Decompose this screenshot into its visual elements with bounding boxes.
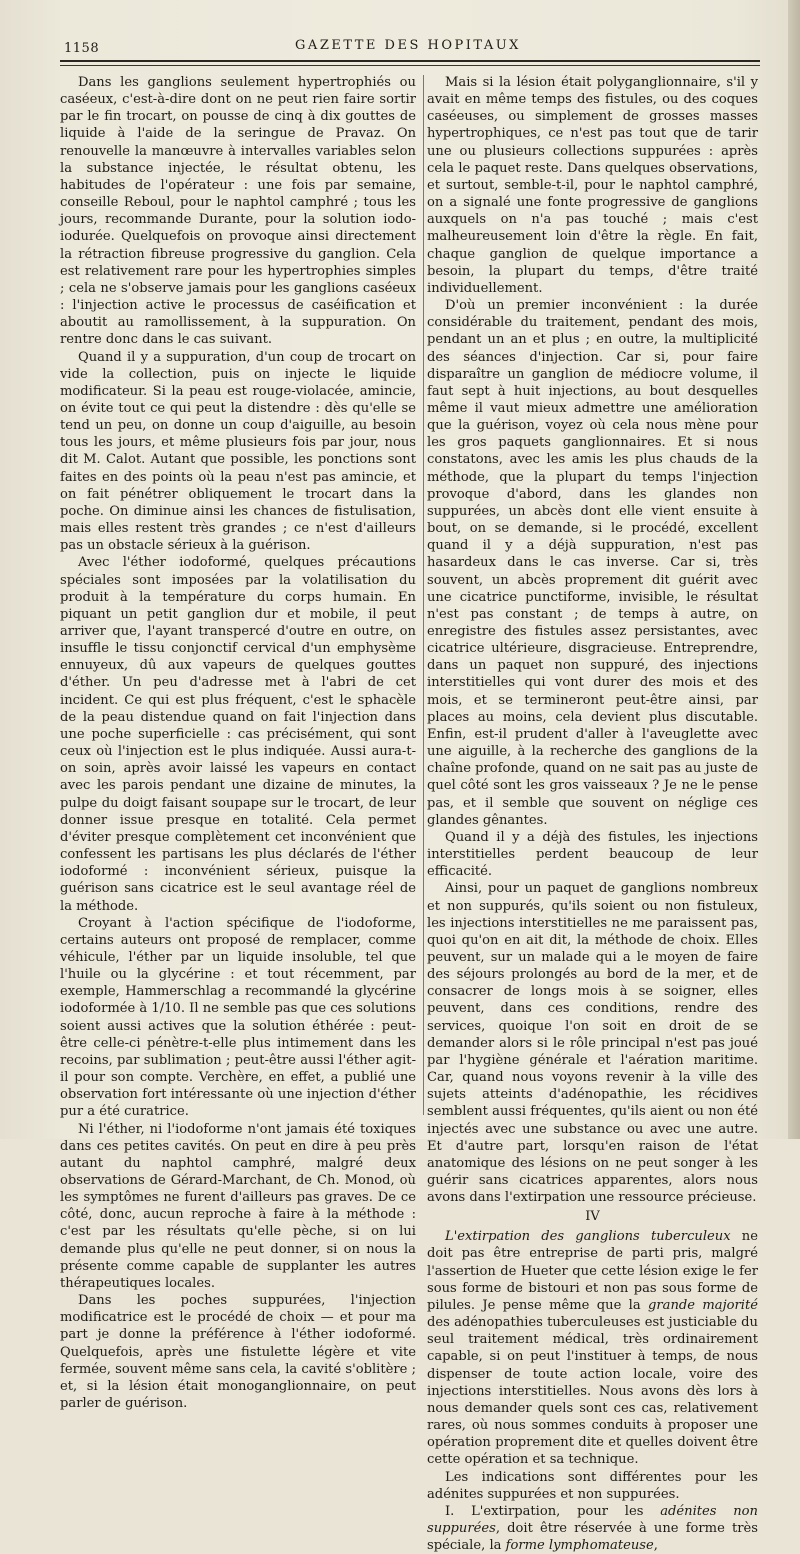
text-run: I. L'extirpation, pour les: [445, 1503, 661, 1519]
paragraph: Avec l'éther iodoformé, quelques précautions spéciales sont imposées par la volatilisation du produit à la température du corps humain. En piquant un petit ganglion dur et mobile, il peut arriver que, l'ayant transpercé d'outre en outre, on insuffle le tissu conjonctif cervical d'un emphysème ennuyeux, dû aux vapeurs de quelques gouttes d'éther. Un peu d'adresse met à l'abri de cet incident. Ce qui est plus fréquent, c'est le sphacèle de la peau distendue quand on fait l'injection dans une poche superficielle : cas précisément, qui sont ceux où l'injection est le plus indiquée. Aussi aura-t-on soin, après avoir laissé les vapeurs en contact avec les parois pendant une dizaine de minutes, la pulpe du doigt faisant soupape sur le trocart, de leur donner issue presque en totalité. Cela permet d'éviter presque complètement cet inconvénient que confessent les partisans les plus déclarés de l'éther iodoformé : inconvénient sérieux, puisque la guérison sans cicatrice est le seul avantage réel de la méthode.: [60, 555, 416, 914]
paragraph: Mais si la lésion était polyganglionnaire, s'il y avait en même temps des fistules, ou des coques caséeuses, ou simplement de grosses masses hypertrophiques, ce n'est pas tout que de tarir une ou plusieurs collections suppurées : après cela le paquet reste. Dans quelques observations, et surtout, semble-t-il, pour le naphtol camphré, on a signalé une fonte progressive de ganglions auxquels on n'a pas touché ; mais c'est malheureusement loin d'être la règle. En fait, chaque ganglion de quelque importance a besoin, la plupart du temps, d'être traité individuellement.: [427, 75, 758, 296]
paragraph: Quand il y a suppuration, d'un coup de trocart on vide la collection, puis on injecte le liquide modificateur. Si la peau est rouge-violacée, amincie, on évite tout ce qui peut la distendre : dès qu'elle se tend un peu, on donne un coup d'aiguille, au besoin tous les jours, et même plusieurs fois par jour, nous dit M. Calot. Autant que possible, les ponctions sont faites en des points où la peau n'est pas amincie, et on fait pénétrer obliquement le trocart dans la poche. On diminue ainsi les chances de fistulisation, mais elles restent très grandes ; ce n'est d'ailleurs pas un obstacle sérieux à la guérison.: [60, 349, 416, 554]
paragraph: Dans les ganglions seulement hypertrophiés ou caséeux, c'est-à-dire dont on ne peut rien faire sortir par le fin trocart, on pousse de cinq à dix gouttes de liquide à l'aide de la seringue de Pravaz. On renouvelle la manœuvre à intervalles variables selon la substance injectée, le résultat obtenu, les habitudes de l'opérateur : une fois par semaine, conseille Reboul, pour le naphtol camphré ; tous les jours, recommande Durante, pour la solution iodo-iodurée. Quelquefois on provoque ainsi directement la rétraction fibreuse progressive du ganglion. Cela est relativement rare pour les hypertrophies simples ; cela ne s'observe jamais pour les ganglions caséeux : l'injection active le processus de caséification et aboutit au ramollissement, à la suppuration. On rentre donc dans le cas suivant.: [60, 75, 416, 348]
paragraph: D'où un premier inconvénient : la durée considérable du traitement, pendant des mois, pendant un an et plus ; en outre, la multiplicité des séances d'injection. Car si, pour faire disparaître un ganglion de médiocre volume, il faut sept à huit injections, au bout desquelles même il vaut mieux admettre une amélioration que la guérison, voyez où cela nous mène pour les gros paquets ganglionnaires. Et si nous constatons, avec les amis les plus chauds de la méthode, que la plupart du temps l'injection provoque d'abord, dans les glandes non suppurées, un abcès dont elle vient ensuite à bout, on se demande, si le procédé, excellent quand il y a déjà suppuration, n'est pas hasardeux dans le cas inverse. Car si, très souvent, un abcès proprement dit guérit avec une cicatrice punctiforme, invisible, le résultat n'est pas constant ; de temps à autre, on enregistre des fistules assez persistantes, avec cicatrice ultérieure, disgracieuse. Entreprendre, dans un paquet non suppuré, des injections interstitielles qui vont durer des mois et des mois, et se termineront peut-être ainsi, par places au moins, cela devient plus discutable. Enfin, est-il prudent d'aller à l'aveuglette avec une aiguille, à la recherche des ganglions de la chaîne profonde, quand on ne sait pas au juste de quel côté sont les gros vaisseaux ? Je ne le pense pas, et il semble que souvent on néglige ces glandes gênantes.: [427, 298, 758, 828]
italic-phrase: forme lymphomateuse: [505, 1538, 654, 1554]
text-run: ne doit pas être entreprise de parti pris, malgré l'assertion de Hueter que cette lésion exige le fer sous forme de bistouri et non pas sous forme de pilules. Je pense même que la: [427, 1229, 758, 1313]
section-numeral: IV: [585, 1209, 600, 1225]
paragraph: Les indications sont différentes pour les adénites suppurées et non suppurées.: [427, 1469, 758, 1502]
italic-phrase: L'extirpation des ganglions tuberculeux: [445, 1229, 731, 1245]
text-run: ,: [653, 1538, 658, 1554]
paragraph: Quand il y a déjà des fistules, les injections interstitielles perdent beaucoup de leur efficacité.: [427, 829, 758, 880]
paragraph: Croyant à l'action spécifique de l'iodoforme, certains auteurs ont proposé de remplacer, comme véhicule, l'éther par un liquide insoluble, tel que l'huile ou la glycérine : et tout récemment, par exemple, Hammerschlag a recommandé la glycérine iodoformée à 1/10. Il ne semble pas que ces solutions soient aussi actives que la solution éthérée : peut-être celle-ci pénètre-t-elle plus intimement dans les recoins, par sublimation ; peut-être aussi l'éther agit-il pour son compte. Verchère, en effet, a publié une observation fort intéressante où une injection d'éther pur a été curatrice.: [60, 915, 416, 1120]
page-number: 1158: [64, 41, 100, 56]
right-column: [427, 74, 758, 1554]
paragraph: Ainsi, pour un paquet de ganglions nombreux et non suppurés, qu'ils soient ou non fistuleux, les injections interstitielles ne me paraissent pas, quoi qu'on en ait dit, la méthode de choix. Elles peuvent, sur un malade qui a le moyen de faire des séjours prolongés au bord de la mer, et de consacrer de longs mois à se soigner, elles peuvent, dans ces conditions, rendre des services, quoique l'on soit en droit de se demander alors si le rôle principal n'est pas joué par l'hygiène générale et l'aération maritime. Car, quand nous voyons revenir à la ville des sujets atteints d'adénopathie, les récidives semblent aussi fréquentes, qu'ils aient ou non été injectés avec une substance ou avec une autre. Et d'autre part, lorsqu'en raison de l'état anatomique des lésions on ne peut songer à les guérir sans cicatrices apparentes, alors nous avons dans l'extirpation une ressource précieuse.: [427, 881, 758, 1206]
paragraph: Dans les poches suppurées, l'injection modificatrice est le procédé de choix — et pour ma part je donne la préférence à l'éther iodoformé. Quelquefois, après une fistulette légère et vite fermée, souvent même sans cela, la cavité s'oblitère ; et, si la lésion était monoganglionnaire, on peut parler de guérison.: [60, 1293, 416, 1412]
paragraph: [427, 1503, 758, 1554]
column-divider: [423, 75, 424, 1115]
italic-phrase: adénites non suppurées: [427, 1503, 758, 1536]
left-column: [60, 74, 416, 1412]
paragraph: Ni l'éther, ni l'iodoforme n'ont jamais été toxiques dans ces petites cavités. On peut en dire à peu près autant du naphtol camphré, malgré deux observations de Gérard-Marchant, de Ch. Monod, où les symptômes ne furent d'ailleurs pas graves. De ce côté, donc, aucun reproche à faire à la méthode : c'est par les résultats qu'elle pèche, si on lui demande plus qu'elle ne peut donner, si on nous la présente comme capable de supplanter les autres thérapeutiques locales.: [60, 1121, 416, 1291]
journal-title: GAZETTE DES HOPITAUX: [295, 38, 521, 53]
page-header: [56, 38, 760, 60]
paragraph: [427, 1228, 758, 1468]
header-rule-thin: [60, 65, 760, 66]
text-run: des adénopathies tuberculeuses est justiciable du seul traitement médical, très ordinairement capable, si on peut l'instituer à temps, de nous dispenser de toute action locale, voire des injections interstitielles. Nous avons dès lors à nous demander quels sont ces cas, relativement rares, où nous sommes conduits à proposer une opération proprement dite et quelles doivent être cette opération et sa technique.: [427, 1315, 758, 1468]
text-run: , doit être réservée à une forme très spéciale, la: [427, 1520, 758, 1554]
page-edge: [788, 0, 800, 1139]
italic-phrase: grande majorité: [648, 1297, 758, 1313]
header-rule-thick: [60, 60, 760, 62]
